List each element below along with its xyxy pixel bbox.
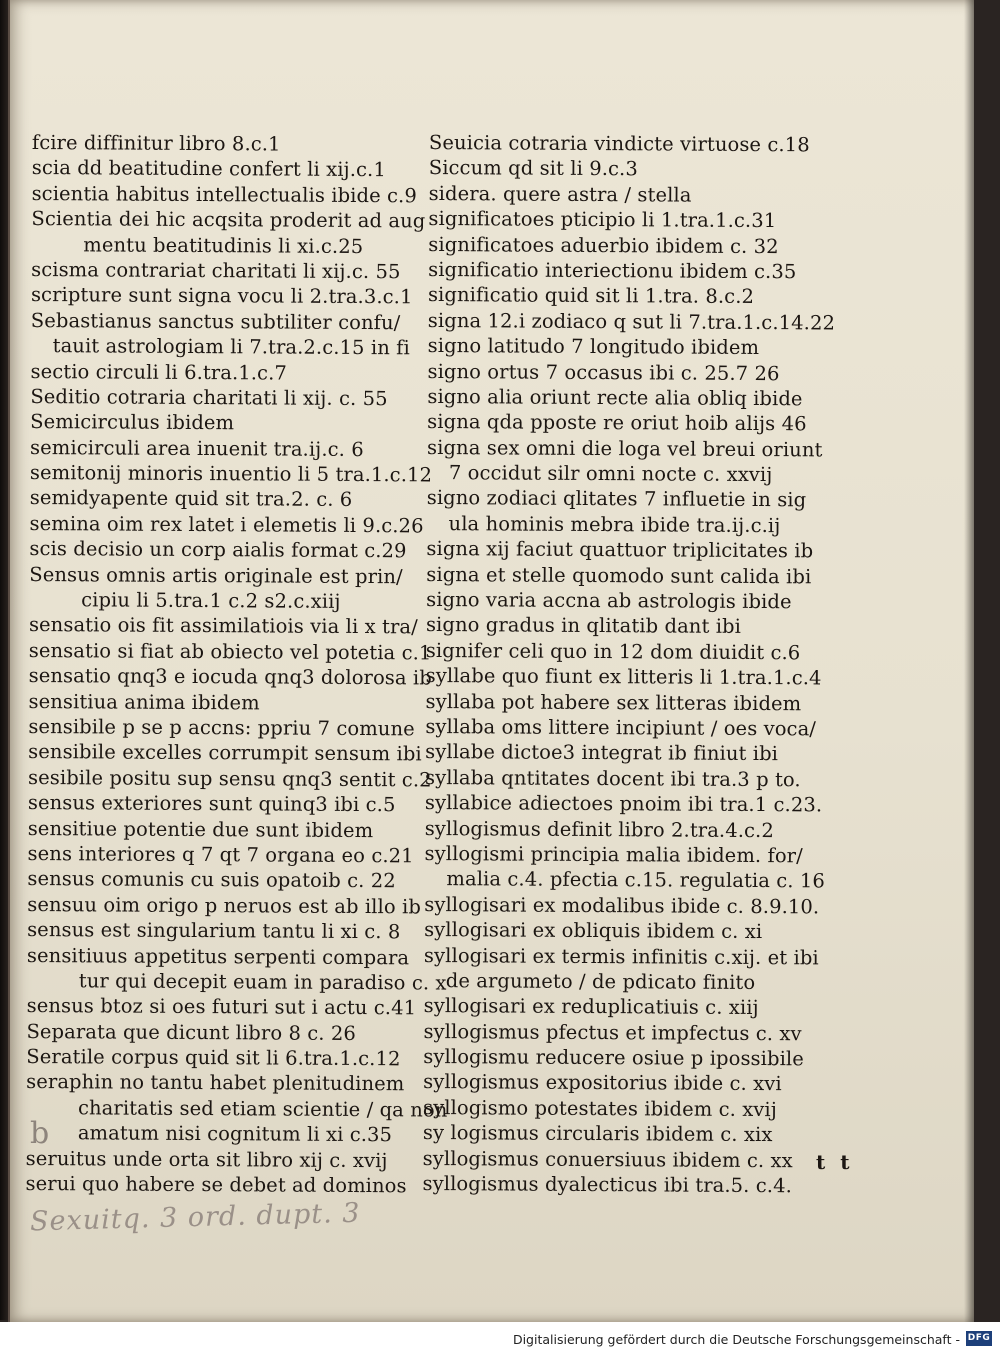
index-entry: seraphin no tantu habet plenitudinem [26, 1070, 405, 1096]
index-entry: syllogismo potestates ibidem c. xvij [422, 1095, 778, 1121]
index-entry: seruitus unde orta sit libro xij c. xvij [25, 1146, 388, 1172]
index-entry: syllaba qntitates docent ibi tra.3 p to. [424, 765, 801, 792]
page-edge-shadow [964, 0, 974, 1322]
index-entry: syllogismu reducere osiue p ipossibile [423, 1045, 805, 1071]
index-entry: signo alia oriunt recte alia obliq ibide [427, 384, 803, 411]
handwritten-margin-note: Sexuitq. 3 ord. dupt. 3 [29, 1197, 361, 1238]
index-entry: signa xij faciut quattuor triplicitates ib [426, 537, 814, 563]
index-entry: significatoes pticipio li 1.tra.1.c.31 [428, 207, 777, 233]
index-column-left [25, 130, 448, 1199]
index-entry: fcire diffinitur libro 8.c.1 [31, 130, 281, 156]
index-entry: syllabe quo fiunt ex litteris li 1.tra.1.c.4 [425, 664, 822, 690]
index-entry: scripture sunt signa vocu li 2.tra.3.c.1 [30, 283, 413, 309]
index-entry: Sebastianus sanctus subtiliter confu/ [30, 308, 401, 334]
index-entry: syllogisari ex termis infinitis c.xij. et ibi [423, 943, 819, 969]
index-entry: Seuicia cotraria vindicte virtuose c.18 [428, 130, 810, 157]
index-entry: signifer celi quo in 12 dom diuidit c.6 [425, 638, 801, 665]
index-entry: semitonij minoris inuentio li 5 tra.1.c.12 [29, 461, 433, 487]
index-entry: syllogismus dyalecticus ibi tra.5. c.4. [422, 1171, 793, 1198]
index-entry: syllogismus conuersiuus ibidem c. xx [422, 1146, 793, 1172]
index-entry: sensus est singularium tantu li xi c. 8 [27, 918, 401, 944]
footer-bar [0, 1322, 1000, 1356]
index-entry: signa 12.i zodiaco q sut li 7.tra.1.c.14.22 [427, 308, 836, 335]
index-entry: malia c.4. pfectia c.15. regulatia c. 16 [446, 867, 826, 893]
index-entry: syllogismus definit libro 2.tra.4.c.2 [424, 816, 774, 842]
index-entry: sensibile excelles corrumpit sensum ibi [28, 740, 422, 766]
index-entry: signa sex omni die loga vel breui oriunt [426, 435, 823, 462]
index-entry: significatio interiectionu ibidem c.35 [428, 257, 797, 284]
index-entry: sensuu oim origo p neruos est ab illo ib [27, 892, 422, 919]
index-entry: signa et stelle quomodo sunt calida ibi [426, 562, 812, 588]
index-entry: charitatis sed etiam scientie / qa non [77, 1096, 448, 1122]
index-entry: syllogisari ex reduplicatiuis c. xiij [423, 994, 759, 1020]
index-entry: syllogisari ex modalibus ibide c. 8.9.10. [424, 892, 820, 919]
index-entry: sensitiuus appetitus serpenti compara [26, 943, 410, 969]
index-entry: sens interiores q 7 qt 7 organa eo c.21 [27, 841, 414, 868]
margin-mark: b [30, 1116, 50, 1151]
index-entry: sectio circuli li 6.tra.1.c.7 [30, 359, 287, 385]
index-entry: Sensus omnis artis originale est prin/ [29, 562, 403, 588]
index-entry: syllogisari ex obliquis ibidem c. xi [424, 918, 763, 944]
index-entry: sensus btoz si oes futuri sut i actu c.41 [26, 994, 417, 1020]
index-entry: 7 occidut silr omni nocte c. xxvij [448, 461, 773, 487]
index-entry: syllabice adiectoes pnoim ibi tra.1 c.23. [424, 791, 823, 817]
index-entry: syllabe dictoe3 integrat ib finiut ibi [425, 740, 779, 766]
signature-mark: t t [816, 1150, 854, 1174]
index-entry: semidyapente quid sit tra.2. c. 6 [29, 486, 353, 512]
index-entry: Siccum qd sit li 9.c.3 [428, 156, 638, 181]
index-entry: sesibile positu sup sensu qnq3 sentit c.2 [27, 765, 432, 792]
index-entry: sidera. quere astra / stella [428, 181, 692, 207]
index-entry: syllaba oms littere incipiunt / oes voca/ [425, 714, 817, 741]
index-entry: significatio quid sit li 1.tra. 8.c.2 [427, 283, 755, 309]
index-entry: Semicirculus ibidem [30, 410, 235, 435]
index-entry: sensus comunis cu suis opatoib c. 22 [27, 867, 396, 893]
index-entry: ula hominis mebra ibide tra.ij.c.ij [448, 511, 781, 538]
index-entry: significatoes aduerbio ibidem c. 32 [428, 232, 779, 258]
index-entry: sensus exteriores sunt quinq3 ibi c.5 [27, 791, 396, 817]
index-entry: de argumeto / de pdicato finito [445, 969, 756, 994]
index-entry: mentu beatitudinis li xi.c.25 [83, 232, 364, 258]
index-entry: scia dd beatitudine confert li xij.c.1 [31, 156, 386, 182]
index-entry: Seratile corpus quid sit li 6.tra.1.c.12 [26, 1045, 401, 1071]
index-entry: semina oim rex latet i elemetis li 9.c.26 [29, 511, 424, 538]
funding-notice: Digitalisierung gefördert durch die Deutsche Forschungsgemeinschaft - [512, 1332, 960, 1347]
index-entry: sensitiue potentie due sunt ibidem [27, 816, 374, 842]
index-entry: syllogismus pfectus et impfectus c. xv [423, 1019, 802, 1045]
index-entry: sy logismus circularis ibidem c. xix [422, 1121, 773, 1147]
index-entry: sensatio ois fit assimilatiois via li x tra/ [28, 613, 418, 639]
index-column-right [422, 130, 836, 1199]
index-entry: serui quo habere se debet ad dominos [25, 1171, 407, 1198]
index-entry: signo zodiaci qlitates 7 influetie in sig [426, 486, 807, 512]
index-entry: amatum nisi cognitum li xi c.35 [77, 1121, 393, 1147]
index-entry: Separata que dicunt libro 8 c. 26 [26, 1019, 357, 1045]
index-entry: sensatio si fiat ab obiecto vel potetia c.1 [28, 638, 432, 665]
index-entry: tur qui decepit euam in paradiso c. x [78, 969, 447, 995]
index-entry: signo gradus in qlitatib dant ibi [425, 613, 742, 639]
index-entry: Seditio cotraria charitati li xij. c. 55 [30, 384, 388, 411]
index-entry: syllogismus expositorius ibide c. xvi [423, 1070, 782, 1096]
index-entry: signo ortus 7 occasus ibi c. 25.7 26 [427, 359, 780, 385]
index-entry: tauit astrologiam li 7.tra.2.c.15 in fi [52, 334, 410, 360]
index-entry: sensibile p se p accns: ppriu 7 comune [28, 714, 415, 741]
index-entry: signo latitudo 7 longitudo ibidem [427, 334, 760, 360]
index-entry: scientia habitus intellectualis ibide c.9 [31, 181, 417, 208]
index-entry: Scientia dei hic acqsita proderit ad aug [31, 207, 426, 233]
index-entry: semicirculi area inuenit tra.ij.c. 6 [29, 435, 364, 461]
index-entry: cipiu li 5.tra.1 c.2 s2.c.xiij [81, 588, 341, 613]
index-entry: scisma contrariat charitati li xij.c. 55 [31, 257, 401, 284]
dfg-logo: DFG [966, 1331, 992, 1346]
index-entry: signo varia accna ab astrologis ibide [426, 588, 792, 614]
index-entry: sensatio qnq3 e iocuda qnq3 dolorosa ib [28, 664, 432, 690]
index-entry: syllogismi principia malia ibidem. for/ [424, 841, 803, 868]
index-entry: sensitiua anima ibidem [28, 689, 260, 714]
index-entry: syllaba pot habere sex litteras ibidem [425, 689, 802, 715]
index-entry: signa qda pposte re oriut hoib alijs 46 [427, 410, 807, 436]
index-entry: scis decisio un corp aialis format c.29 [29, 537, 407, 563]
